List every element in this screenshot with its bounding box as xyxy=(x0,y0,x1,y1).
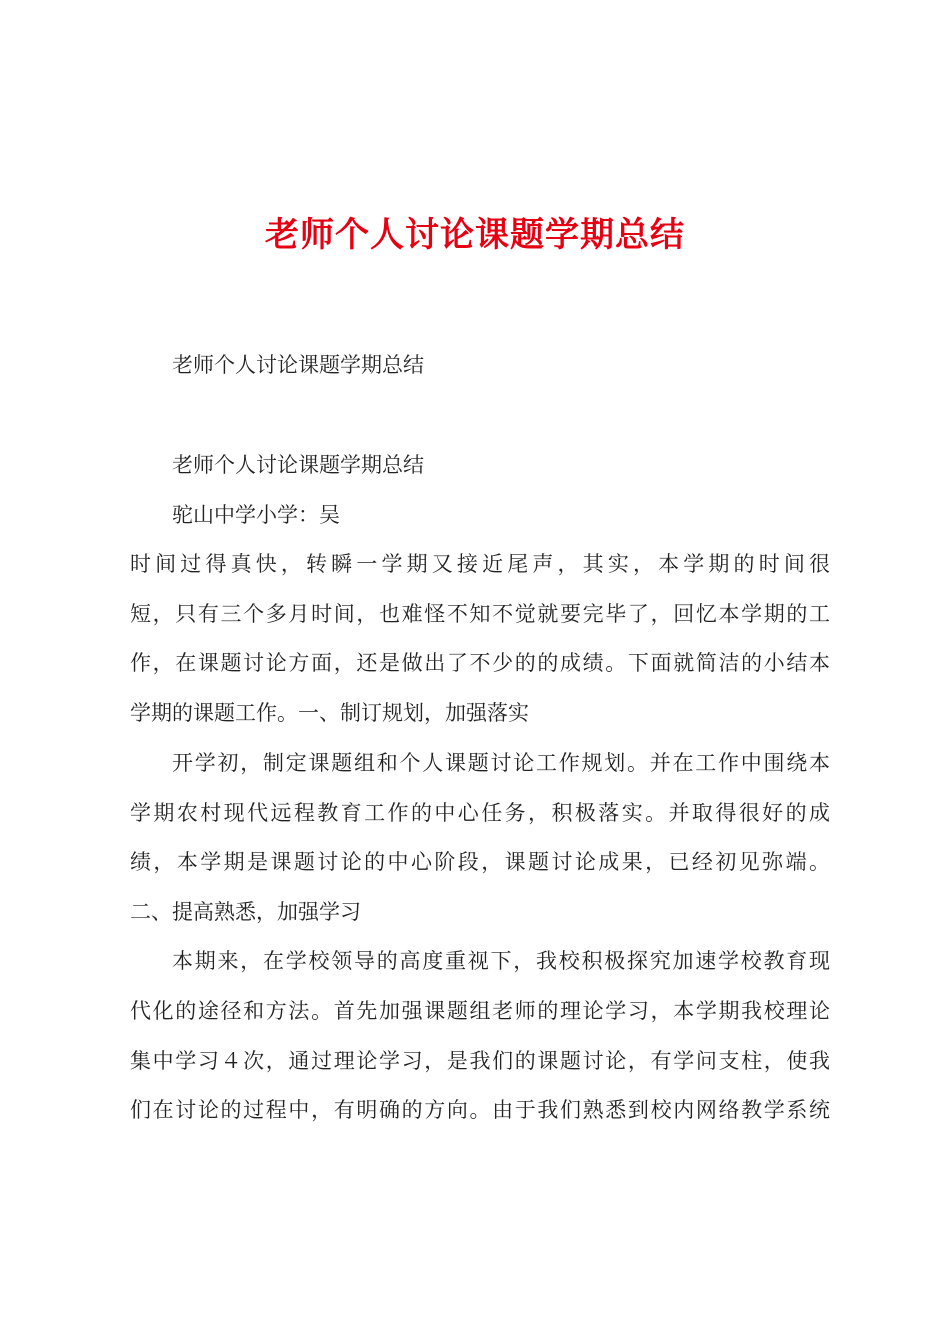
paragraph-line: 集中学习４次，通过理论学习，是我们的课题讨论，有学问支柱，使我 xyxy=(130,1049,830,1073)
subtitle-line: 老师个人讨论课题学期总结 xyxy=(172,353,424,377)
paragraph-line: 学期农村现代远程教育工作的中心任务，积极落实。并取得很好的成 xyxy=(130,801,830,825)
author-line: 驼山中学小学：吴 xyxy=(172,503,340,527)
paragraph-line: 学期的课题工作。一、制订规划，加强落实 xyxy=(130,701,529,725)
section-heading-line: 二、提高熟悉，加强学习 xyxy=(130,900,361,924)
paragraph-line: 开学初，制定课题组和个人课题讨论工作规划。并在工作中围绕本 xyxy=(172,751,830,775)
paragraph-line: 作，在课题讨论方面，还是做出了不少的的成绩。下面就简洁的小结本 xyxy=(130,651,830,675)
paragraph-line: 们在讨论的过程中，有明确的方向。由于我们熟悉到校内网络教学系统 xyxy=(130,1098,830,1122)
paragraph-line: 代化的途径和方法。首先加强课题组老师的理论学习，本学期我校理论 xyxy=(130,999,830,1023)
paragraph-line: 时间过得真快，转瞬一学期又接近尾声，其实，本学期的时间很 xyxy=(130,552,830,576)
paragraph-line: 短，只有三个多月时间，也难怪不知不觉就要完毕了，回忆本学期的工 xyxy=(130,602,830,626)
document-title: 老师个人讨论课题学期总结 xyxy=(265,215,685,255)
paragraph-line: 绩，本学期是课题讨论的中心阶段，课题讨论成果，已经初见弥端。 xyxy=(130,850,830,874)
paragraph-line: 本期来，在学校领导的高度重视下，我校积极探究加速学校教育现 xyxy=(172,949,830,973)
repeated-title-line: 老师个人讨论课题学期总结 xyxy=(172,453,424,477)
